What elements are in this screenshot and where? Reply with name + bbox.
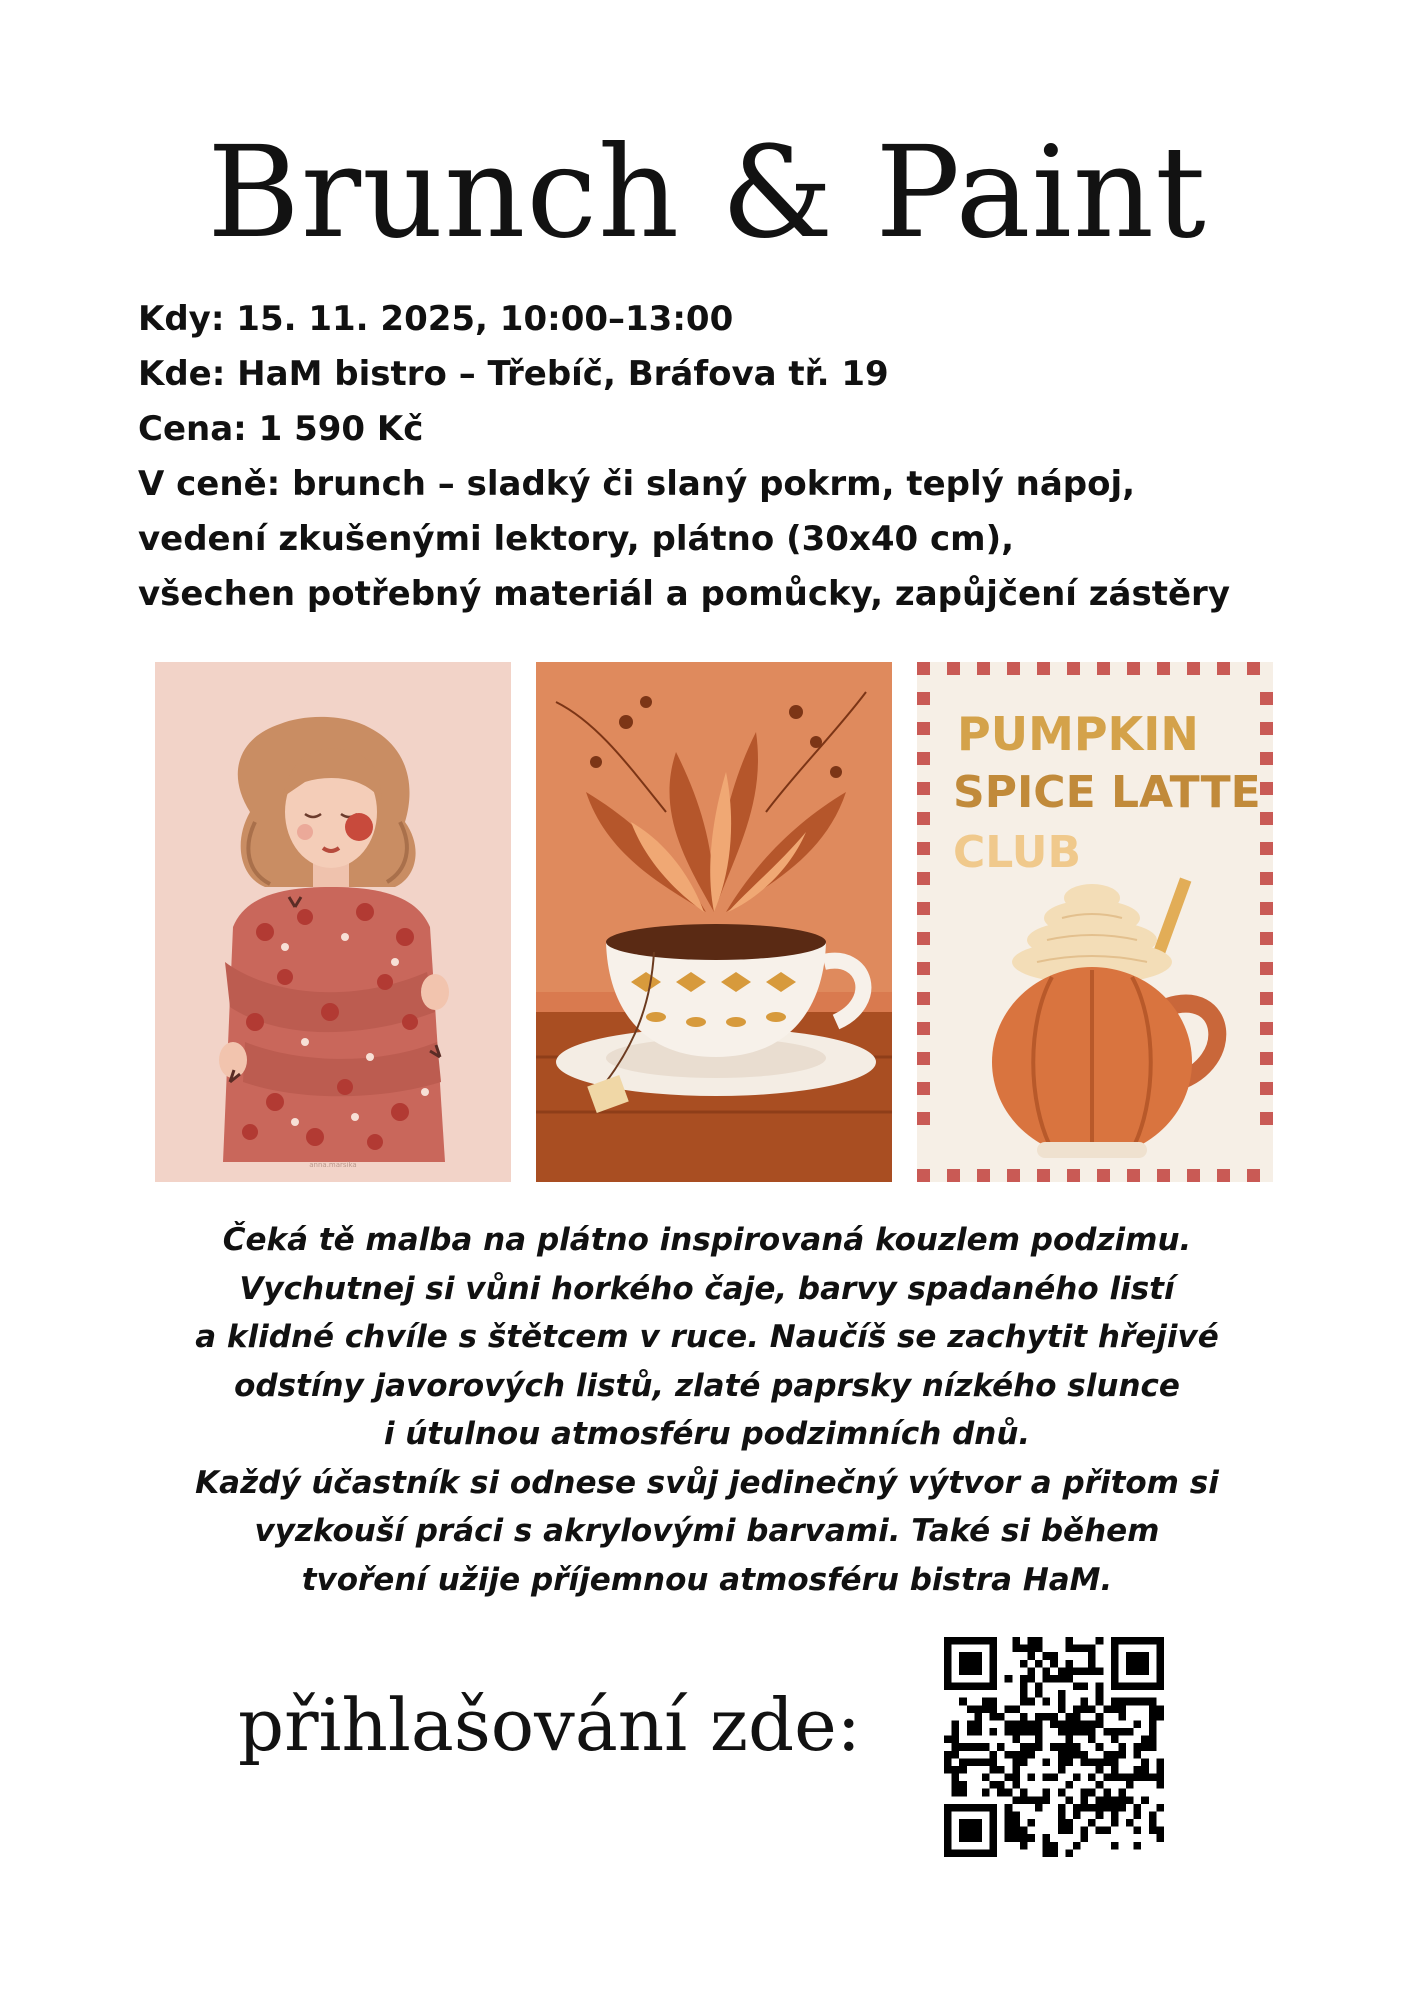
event-price: Cena: 1 590 Kč <box>138 409 424 449</box>
event-date-time: Kdy: 15. 11. 2025, 10:00–13:00 <box>138 299 734 339</box>
teacup-with-autumn-leaves-illustration <box>536 662 892 1182</box>
latte-text-spice-latte: SPICE LATTE <box>953 767 1261 818</box>
latte-text-club: CLUB <box>953 827 1082 878</box>
price-includes-line-2: vedení zkušenými lektory, plátno (30x40 cm), <box>138 519 1015 559</box>
description-line-1: Čeká tě malba na plátno inspirovaná kouzlem podzimu. <box>222 1222 1192 1258</box>
artwork-gallery <box>0 662 1414 1182</box>
registration-label: přihlašování zde: <box>238 1683 861 1767</box>
event-description <box>80 1216 1334 1604</box>
description-line-8: tvoření užije příjemnou atmosféru bistra HaM. <box>301 1561 1113 1598</box>
description-line-2: Vychutnej si vůni horkého čaje, barvy spadaného listí <box>239 1270 1175 1307</box>
event-location: Kde: HaM bistro – Třebíč, Bráfova tř. 19 <box>138 354 889 394</box>
event-title: Brunch & Paint <box>207 119 1207 266</box>
description-line-4: odstíny javorových listů, zlaté paprsky nízkého slunce <box>234 1367 1180 1404</box>
woman-hugging-flowers-illustration <box>155 662 511 1182</box>
price-includes-line-3: všechen potřebný materiál a pomůcky, zapůjčení zástěry <box>138 574 1230 614</box>
description-line-3: a klidné chvíle s štětcem v ruce. Naučíš se zachytit hřejivé <box>195 1319 1219 1355</box>
qr-code-icon[interactable] <box>944 1637 1164 1857</box>
price-includes-line-1: V ceně: brunch – sladký či slaný pokrm, teplý nápoj, <box>138 464 1136 504</box>
event-details <box>138 292 1338 622</box>
artist-signature: anna.marsika <box>309 1161 357 1169</box>
description-line-7: vyzkouší práci s akrylovými barvami. Také si během <box>254 1513 1160 1549</box>
latte-text-pumpkin: PUMPKIN <box>957 707 1199 761</box>
description-line-6: Každý účastník si odnese svůj jedinečný výtvor a přitom si <box>195 1464 1219 1501</box>
description-line-5: i útulnou atmosféru podzimních dnů. <box>383 1416 1031 1452</box>
pumpkin-mug-illustration <box>917 662 1273 1182</box>
